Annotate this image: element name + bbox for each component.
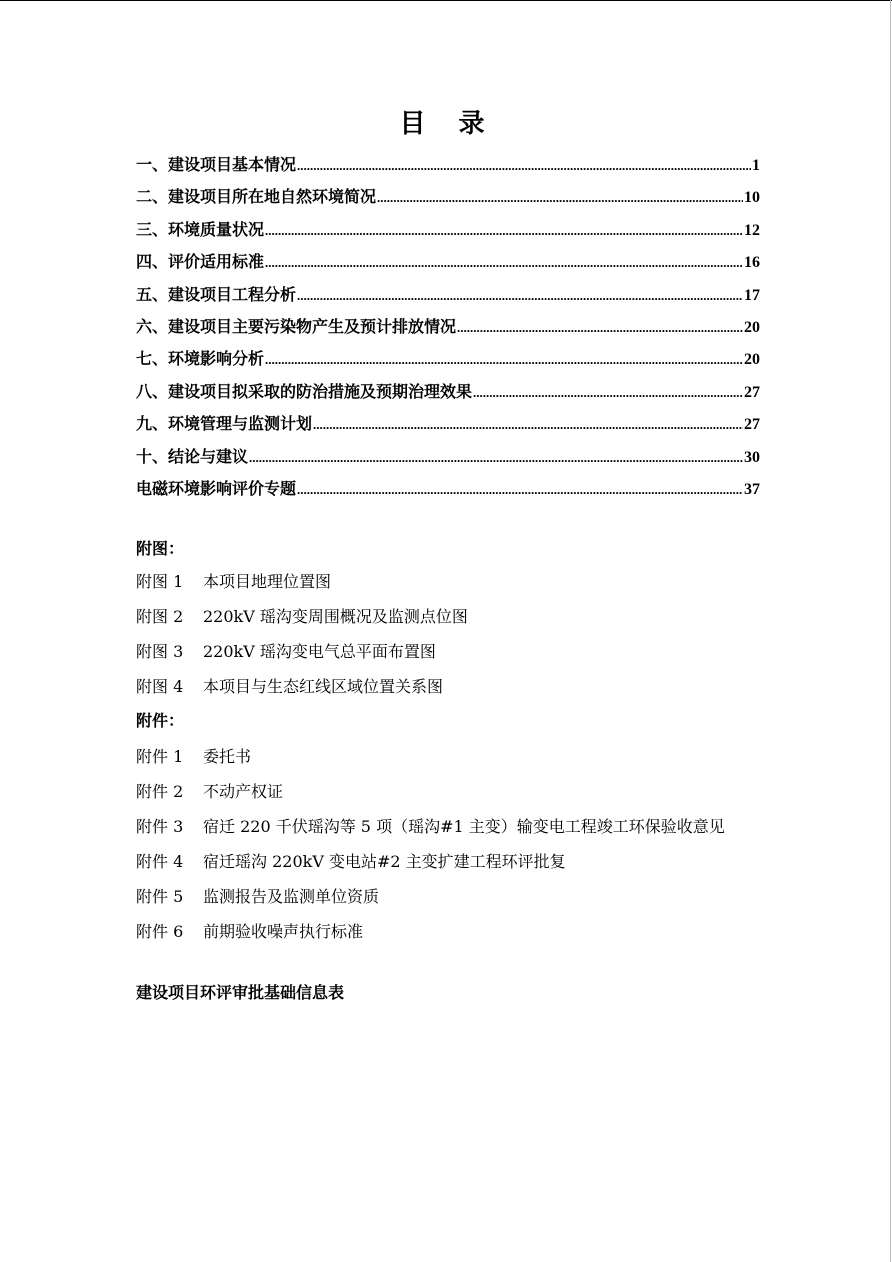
toc-entry[interactable]	[136, 279, 760, 311]
toc-entry-page: 30	[744, 448, 760, 466]
figure-title: 220kV 瑶沟变电气总平面布置图	[203, 642, 436, 661]
toc-entry-title: 五、建设项目工程分析	[136, 284, 297, 304]
figure-label: 附图 1	[136, 572, 184, 591]
toc-entry-page: 20	[744, 318, 760, 336]
toc-entry-page: 1	[752, 157, 760, 174]
toc-leader-dots	[313, 408, 743, 441]
toc-entry-page: 16	[744, 254, 760, 272]
attachment-label: 附件 4	[136, 852, 184, 871]
figure-title: 本项目地理位置图	[203, 572, 332, 591]
toc-entry-title: 九、环境管理与监测计划	[136, 414, 313, 434]
toc-entry-page: 10	[744, 189, 760, 207]
attachment-title: 前期验收噪声执行标准	[203, 922, 364, 941]
toc-leader-dots	[473, 376, 743, 409]
figure-label: 附图 4	[136, 677, 184, 696]
figure-item	[136, 605, 468, 640]
figure-item	[136, 675, 468, 710]
toc-entry-page: 17	[744, 286, 760, 304]
attachments-list	[136, 745, 725, 955]
toc-entry-page: 27	[744, 383, 760, 401]
attachment-label: 附件 2	[136, 782, 184, 801]
figure-item	[136, 570, 468, 605]
toc-entry-page: 12	[744, 221, 760, 239]
table-of-contents	[136, 149, 760, 505]
toc-entry[interactable]	[136, 149, 760, 181]
figure-title: 本项目与生态红线区域位置关系图	[203, 677, 444, 696]
toc-entry-title: 一、建设项目基本情况	[136, 155, 297, 174]
attachment-item	[136, 815, 725, 850]
toc-entry[interactable]	[136, 473, 760, 505]
attachment-item	[136, 745, 725, 780]
toc-entry[interactable]	[136, 408, 760, 440]
toc-entry[interactable]	[136, 181, 760, 213]
figure-item	[136, 640, 468, 675]
toc-entry-title: 电磁环境影响评价专题	[136, 478, 297, 498]
attachments-heading: 附件：	[136, 711, 185, 730]
attachment-title: 不动产权证	[203, 782, 284, 801]
toc-entry-page: 20	[744, 351, 760, 369]
toc-entry-title: 二、建设项目所在地自然环境简况	[136, 187, 377, 207]
attachment-label: 附件 6	[136, 922, 184, 941]
toc-entry-title: 七、环境影响分析	[136, 349, 265, 369]
attachment-item	[136, 920, 725, 955]
attachment-title: 监测报告及监测单位资质	[203, 887, 380, 906]
toc-entry[interactable]	[136, 343, 760, 375]
figures-heading: 附图：	[136, 539, 185, 558]
toc-leader-dots	[265, 246, 743, 279]
toc-leader-dots	[457, 311, 743, 344]
page-title: 目 录	[399, 109, 497, 139]
attachment-label: 附件 3	[136, 817, 184, 836]
toc-entry-title: 四、评价适用标准	[136, 252, 265, 272]
toc-entry[interactable]	[136, 214, 760, 246]
toc-entry-title: 三、环境质量状况	[136, 219, 265, 239]
figure-label: 附图 2	[136, 607, 184, 626]
toc-entry-title: 八、建设项目拟采取的防治措施及预期治理效果	[136, 381, 473, 401]
toc-entry-title: 六、建设项目主要污染物产生及预计排放情况	[136, 316, 457, 336]
attachment-title: 宿迁 220 千伏瑶沟等 5 项（瑶沟#1 主变）输变电工程竣工环保验收意见	[203, 817, 725, 836]
toc-leader-dots	[297, 279, 743, 312]
attachment-label: 附件 1	[136, 747, 184, 766]
toc-leader-dots	[265, 343, 743, 376]
toc-entry-page: 37	[744, 480, 760, 498]
attachment-item	[136, 850, 725, 885]
attachment-item	[136, 885, 725, 920]
toc-entry[interactable]	[136, 441, 760, 473]
attachment-title: 宿迁瑶沟 220kV 变电站#2 主变扩建工程环评批复	[203, 852, 566, 871]
toc-leader-dots	[249, 441, 743, 474]
approval-info-table-title: 建设项目环评审批基础信息表	[136, 983, 345, 1002]
toc-leader-dots	[377, 181, 743, 214]
toc-leader-dots	[297, 149, 751, 182]
toc-entry[interactable]	[136, 311, 760, 343]
toc-leader-dots	[297, 473, 743, 506]
toc-entry[interactable]	[136, 246, 760, 278]
figure-title: 220kV 瑶沟变周围概况及监测点位图	[203, 607, 468, 626]
toc-entry[interactable]	[136, 376, 760, 408]
attachment-item	[136, 780, 725, 815]
attachment-title: 委托书	[203, 747, 252, 766]
attachment-label: 附件 5	[136, 887, 184, 906]
figures-list	[136, 570, 468, 710]
right-border	[890, 0, 891, 1262]
toc-entry-page: 27	[744, 416, 760, 434]
toc-leader-dots	[265, 214, 743, 247]
figure-label: 附图 3	[136, 642, 184, 661]
top-border	[0, 0, 892, 1]
toc-entry-title: 十、结论与建议	[136, 446, 249, 466]
